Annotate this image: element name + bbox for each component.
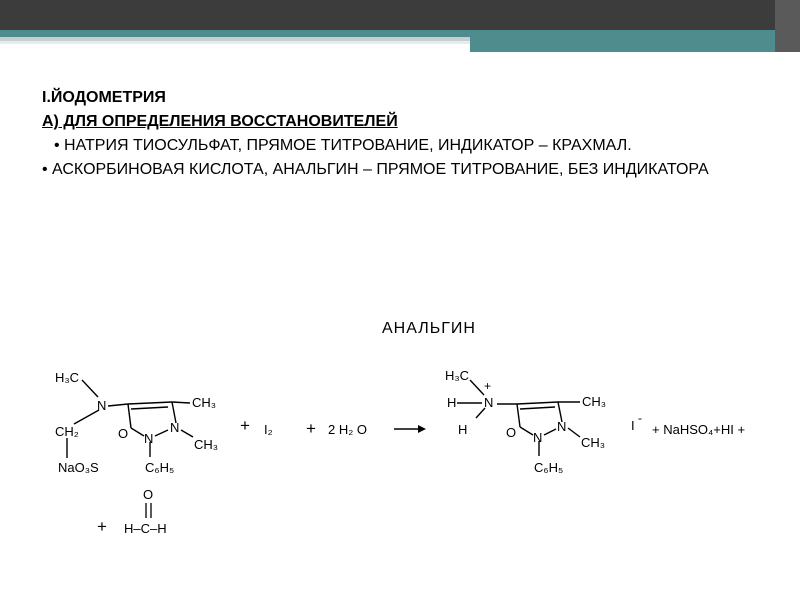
n-methyl-label: CH₃ — [581, 435, 606, 450]
ch3-label: CH₃ — [582, 394, 607, 409]
accent-stripe — [0, 30, 775, 37]
sulfonate-label: NaO₃S — [58, 460, 99, 475]
ring-n-label: N — [557, 419, 567, 434]
amine-n-label: N — [484, 395, 494, 410]
reaction-diagram — [0, 300, 800, 550]
ammonium-charge: + — [484, 379, 492, 393]
n-methyl-label: CH₃ — [194, 437, 219, 452]
heading: I.ЙОДОМЕТРИЯ — [42, 89, 166, 106]
ch3-label: CH₃ — [192, 395, 217, 410]
water-label: 2 H₂ O — [328, 422, 367, 437]
subheading: А) ДЛЯ ОПРЕДЕЛЕНИЯ ВОССТАНОВИТЕЛЕЙ — [42, 113, 398, 130]
light-stripe — [0, 41, 470, 44]
ring-n-label: N — [144, 431, 154, 446]
h3c-label: H₃C — [445, 368, 470, 383]
amine-n-label: N — [97, 398, 107, 413]
left-molecule-bonds — [67, 380, 193, 458]
carbonyl-o-label: O — [506, 425, 517, 440]
compound-title: АНАЛЬГИН — [382, 320, 476, 337]
h-label: H — [447, 395, 457, 410]
right-molecule-bonds — [457, 380, 580, 456]
bullet-item: • АСКОРБИНОВАЯ КИСЛОТА, АНАЛЬГИН – ПРЯМОЕ ТИТРОВАНИЕ, БЕЗ ИНДИКАТОРА — [42, 161, 709, 178]
phenyl-label: C₆H₅ — [534, 460, 564, 475]
plus-sign: + — [240, 416, 250, 435]
ring-n-label: N — [170, 420, 180, 435]
plus-sign: + — [306, 419, 316, 438]
iodide-charge: - — [638, 411, 642, 425]
carbonyl-o-label: O — [118, 426, 129, 441]
h-label: H — [458, 422, 468, 437]
iodide-label: I — [631, 418, 635, 433]
slide-text — [42, 86, 742, 182]
formaldehyde-o-label: O — [143, 487, 154, 502]
reaction-arrow — [394, 425, 426, 433]
ring-n-label: N — [533, 430, 543, 445]
products-label: + NaHSO₄+HI + — [652, 422, 746, 437]
iodine-label: I₂ — [264, 422, 273, 437]
formaldehyde-label: H–C–H — [124, 521, 167, 536]
plus-sign: + — [97, 517, 107, 536]
formaldehyde-double-bond — [146, 503, 151, 518]
reaction-scheme — [0, 300, 800, 550]
bullet-item: • НАТРИЯ ТИОСУЛЬФАТ, ПРЯМОЕ ТИТРОВАНИЕ, ИНДИКАТОР – КРАХМАЛ. — [54, 137, 632, 154]
phenyl-label: C₆H₅ — [145, 460, 175, 475]
ch2-label: CH₂ — [55, 424, 79, 439]
h3c-label: H₃C — [55, 370, 80, 385]
title-bar — [0, 0, 800, 30]
accent-stripe-right — [470, 37, 775, 52]
corner-block — [775, 0, 800, 52]
